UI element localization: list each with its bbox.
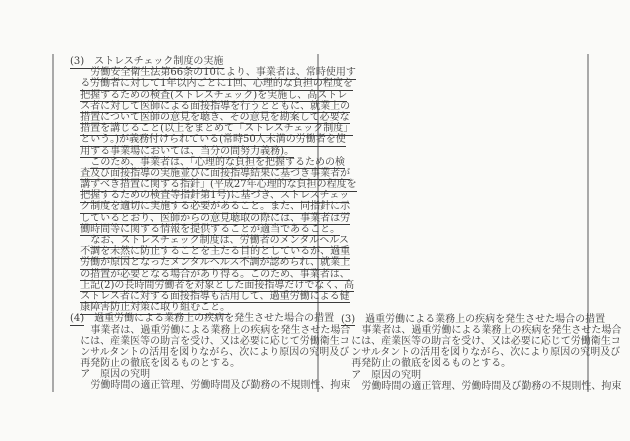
text-line	[70, 78, 353, 90]
text-line	[70, 212, 351, 224]
plain-text: 過重労働による業務上の疾病を発生させた場合の措置	[355, 313, 606, 325]
text-line	[341, 347, 621, 359]
plain-text: 労働時間の適正管理、労働時間及び勤務の不規則性、拘束	[361, 380, 622, 392]
text-line	[70, 358, 318, 369]
text-line	[341, 380, 622, 392]
text-line	[70, 100, 351, 112]
plain-text: 事業者は、過重労働による業務上の疾病を発生させた場合	[90, 324, 351, 336]
underlined-text: ストレス者に対する面接指導も活用して、過重労働による健	[80, 290, 350, 302]
text-line	[341, 335, 621, 347]
underlined-text: (3)	[341, 313, 356, 325]
underlined-text: 査及び面接指導の実施並びに面接指導結果に基づき事業者が	[80, 167, 351, 179]
underlined-text: る労働者に対して1年以内ごとに1回、心理的な負担の程度を	[80, 78, 353, 90]
amended-text-column	[70, 56, 357, 392]
text-line	[70, 146, 318, 157]
plain-text: ア 原因の究明	[351, 369, 422, 381]
text-line	[70, 89, 348, 101]
text-line	[70, 179, 357, 191]
underlined-text: 労働安全衛生法第66条の10により、事業者は、常時使用す	[90, 67, 356, 79]
underlined-text: 講ずべき措置に関する指針」(平成27年心理的な負担の程度を	[80, 179, 357, 191]
text-line	[341, 313, 606, 325]
underlined-text: ク制度を適切に実施する必要があること。また、同指針に示	[80, 201, 351, 213]
text-line	[70, 123, 354, 135]
text-line	[70, 335, 350, 347]
table-rule-left	[52, 54, 54, 392]
text-line	[70, 257, 351, 269]
plain-text: 事業者は、過重労働による業務上の疾病を発生させた場合	[361, 324, 622, 336]
text-line	[70, 324, 351, 336]
text-line	[70, 167, 351, 179]
underlined-text: 把握するための検査(ストレスチェック)を実施し、高ストレ	[80, 89, 348, 101]
previous-text-column	[341, 313, 622, 392]
text-line	[70, 56, 318, 67]
text-line	[341, 324, 622, 336]
plain-text: ア 原因の究明	[80, 369, 151, 381]
plain-text: ンサルタントの活用を図りながら、次により原因の究明及び	[80, 346, 350, 358]
underlined-text: 不調を未然に防止することを主たる目的としているが、過重	[80, 246, 351, 258]
text-line	[70, 313, 335, 325]
underlined-text: 措置について医師の意見を聴き、その意見を勘案して必要な	[80, 111, 350, 123]
text-line	[70, 290, 350, 302]
underlined-text: 労働が原因となったメンタルヘルス不調が認められ、就業上	[80, 257, 351, 269]
text-line	[70, 302, 318, 313]
underlined-text: しているとおり、医師からの意見聴取の際には、事業者は労	[80, 212, 351, 224]
text-line	[70, 369, 318, 380]
underlined-text: なお、ストレスチェック制度は、労働者のメンタルヘルス	[90, 235, 349, 246]
plain-text: には、産業医等の助言を受け、又は必要に応じて労働衛生コ	[351, 335, 621, 347]
plain-text: 労働時間の適正管理、労働時間及び勤務の不規則性、拘束	[90, 380, 351, 392]
text-line	[70, 134, 346, 146]
underlined-text: ス者に対して医師による面接指導を行うとともに、就業上の	[80, 100, 351, 112]
underlined-text: 働時間等に関する情報を提供することが適当であること。	[80, 223, 341, 235]
text-line	[70, 67, 356, 79]
plain-text: ンサルタントの活用を図りながら、次により原因の究明及び	[351, 347, 621, 359]
plain-text: 再発防止の徹底を図るものとする。	[80, 358, 241, 370]
plain-text: には、産業医等の助言を受け、又は必要に応じて労働衛生コ	[80, 335, 350, 347]
underlined-text: 用する事業場においては、当分の間努力義務)。	[80, 145, 295, 157]
underlined-text: (3) ストレスチェック制度の実施	[70, 56, 224, 67]
underlined-text: 康障害防止対策に取り組むこと。	[80, 302, 231, 314]
text-line	[70, 190, 350, 202]
text-line	[70, 279, 355, 291]
underlined-text: の措置が必要となる場合があり得る。このため、事業者は、	[80, 268, 350, 280]
text-line	[70, 346, 350, 358]
text-line	[70, 268, 350, 280]
text-line	[70, 156, 345, 168]
text-line	[341, 358, 587, 369]
underlined-text: このため、事業者は、「心理的な負担を把握するための検	[90, 156, 345, 168]
underlined-text: という。)が義務付けられている(常時50人未満の労働者を使	[80, 134, 346, 146]
text-line	[70, 201, 351, 213]
text-line	[70, 380, 351, 392]
underlined-text: (4)	[70, 313, 85, 325]
underlined-text: 上記(2)の長時間労働者を対象とした面接指導だけでなく、高	[80, 279, 355, 291]
underlined-text: 措置を講じること(以上をまとめて「ストレスチェック制度」	[80, 123, 354, 135]
underlined-text: 把握するための検査等指針第1号)に基づき、ストレスチェッ	[80, 190, 350, 202]
text-line	[70, 235, 349, 246]
plain-text: 過重労働による業務上の疾病を発生させた場合の措置	[84, 313, 335, 325]
text-line	[70, 223, 341, 235]
text-line	[70, 111, 350, 123]
plain-text: 再発防止の徹底を図るものとする。	[351, 358, 512, 370]
text-line	[341, 370, 587, 381]
text-line	[70, 246, 351, 258]
